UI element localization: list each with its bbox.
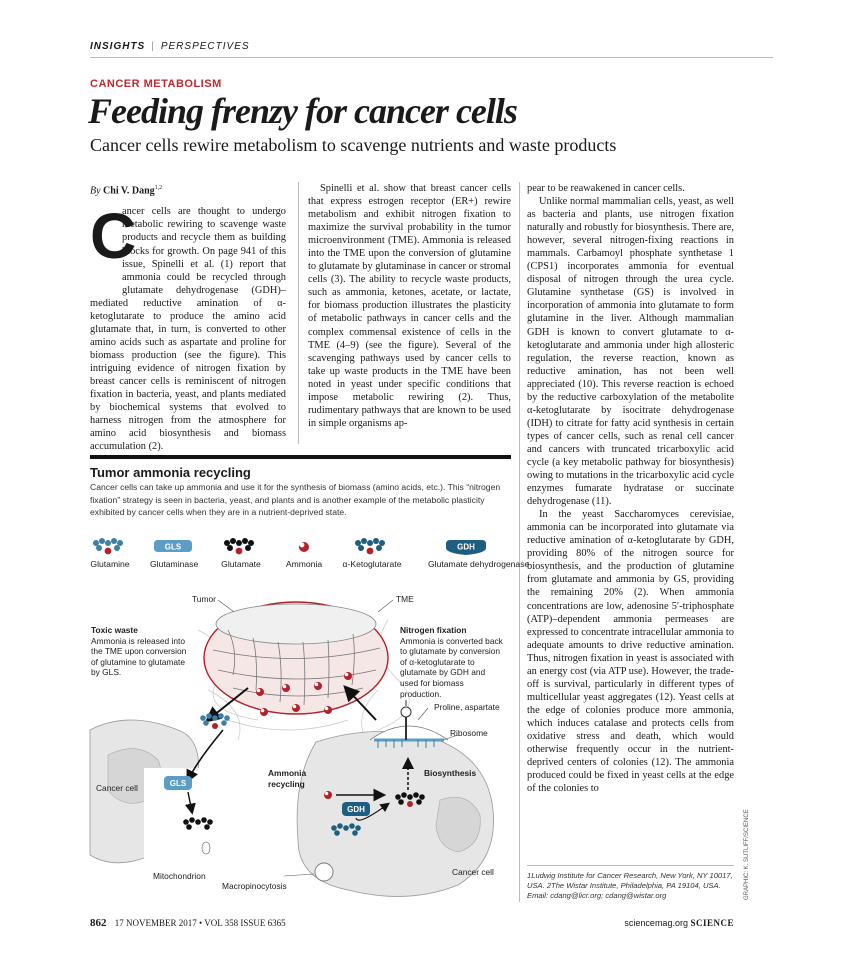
glutamine-icon	[88, 537, 132, 557]
toxic-waste-text: Ammonia is released into the TME upon conversion of glutamine to glutamate by GLS.	[91, 635, 187, 678]
page-footer-left	[90, 917, 286, 929]
site-url: sciencemag.org	[624, 918, 688, 928]
legend-label: Glutamate dehydrogenase	[428, 559, 530, 569]
running-header	[90, 41, 250, 52]
mitochondrion-label: Mitochondrion	[153, 871, 206, 881]
tumor-mass	[204, 602, 388, 714]
ammonia-icon	[284, 537, 324, 557]
figure-title: Tumor ammonia recycling	[90, 465, 251, 480]
glutaminase-icon	[150, 537, 196, 557]
legend-label: Glutamate	[221, 559, 261, 569]
macropinocytosis-pointer	[284, 874, 314, 876]
gdh-tag-text: GDH	[457, 542, 475, 552]
legend-label: α-Ketoglutarate	[342, 559, 402, 569]
article-subtitle: Cancer cells rewire metabolism to scavenge nutrients and waste products	[90, 135, 617, 155]
paragraph: In the yeast Saccharomyces cerevisiae, ammonia can be incorporated into glutamate via reductive amination of α-ketoglutarate by GDH, providing 80% of the nitrogen source for biosynthesis, and the production of glutamine from glutamate and ammonia by GS, providing the remaining 20% (2). When ammonia concentrations are low, adenosine 5′-triphosphate (ATP)–dependent ammonia permeases are expressed to concentrate intracellular ammonia to adequate amounts to drive reductive amination. Thus, nitrogen fixation in yeast is associated with an energy cost (via ATP use). However, the trade-off is survival, particularly in different types of multicellular yeast aggregates (12). Yeast cells at the edge of colonies produce more ammonia, which induces catalase and protects cells from oxidative stress and death, which would otherwise frequently occur in the nutrient-deprived centers of colonies (12). The ammonia produced could be fixed in yeast cells at the edge of the colonies to	[527, 509, 734, 795]
nitrogen-fixation-title: Nitrogen fixation	[400, 625, 467, 635]
kicker: CANCER METABOLISM	[90, 78, 222, 90]
mitochondrion-inset	[144, 768, 244, 858]
legend-label: Glutaminase	[150, 559, 199, 569]
legend-glutamine	[88, 537, 132, 569]
article-title: Feeding frenzy for cancer cells	[88, 91, 517, 131]
journal-name: SCIENCE	[690, 918, 734, 928]
figure-caption: Cancer cells can take up ammonia and use it for the synthesis of biomass (amino acids, etc.). This “nitrogen fixation” strategy is seen in bacteria, yeast, and plants and is another example of the metabolic plasticity exhibited by cancer cells when they are in a nutrient-deprived state.	[90, 482, 501, 518]
header-rule	[90, 57, 773, 58]
toxic-waste-title: Toxic waste	[91, 625, 138, 635]
proline-label: Proline, aspartate	[434, 702, 500, 712]
issue-info: 17 NOVEMBER 2017 • VOL 358 ISSUE 6365	[114, 918, 286, 928]
legend-glutaminase	[150, 537, 199, 569]
page-number: 862	[90, 917, 107, 929]
footnote-rule	[527, 865, 734, 866]
author-affiliation: 1,2	[154, 185, 163, 191]
cancer-cell-left-label: Cancer cell	[96, 783, 138, 793]
paragraph: pear to be reawakened in cancer cells.	[527, 183, 685, 194]
footnote: 1Ludwig Institute for Cancer Research, New York, NY 10017, USA. 2The Wistar Institute, Philadelphia, PA 19104, USA. Email: cdang@licr.org; cdang@wistar.org	[527, 871, 733, 900]
nitrogen-fixation-note	[400, 625, 504, 699]
mitochondrion	[202, 842, 210, 854]
legend-gdh	[428, 537, 530, 569]
page-footer-right	[624, 918, 734, 928]
paragraph: ancer cells are thought to undergo metabolic rewiring to scavenge waste products and recycle them as building blocks for growth. On page 941 of this issue, Spinelli et al. (1) report that ammonia could be recycled through glutamate dehydrogenase (GDH)–mediated reductive amination of α-ketoglutarate to produce the amino acid glutamate that, in turn, is converted to other amino acids such as aspartate and proline for biomass production (see the figure). This intriguing evidence of nitrogen fixation by breast cancer cells is reminiscent of nitrogen fixation in bacteria, yeast, and plants mediated by biochemical systems that evolved to harness nitrogen from the atmosphere for amino acid biosynthesis and biomass accumulation (2).	[90, 206, 286, 453]
figure-rule	[90, 455, 511, 459]
cancer-cell-right-label: Cancer cell	[452, 867, 494, 877]
gdh-icon	[428, 537, 504, 557]
tumor-pointer	[218, 600, 234, 612]
toxic-waste-note	[91, 625, 191, 678]
gdh-enzyme-label: GDH	[347, 805, 365, 814]
legend-label: Ammonia	[285, 559, 323, 569]
legend-akg	[342, 537, 402, 569]
proline-pointer	[418, 708, 428, 720]
legend-glutamate	[218, 537, 264, 569]
paragraph: Spinelli et al. show that breast cancer cells that express estrogen receptor (ER+) rewire metabolism and exhibit nitrogen fixation to maximize the survival probability in the tumor microenvironment (TME). Ammonia is released into the TME upon the conversion of glutamine to glutamate by glutaminase in cancer or stromal cells (3). The ability to recycle waste products, such as ammonia, ketones, acetate, or lactate, for biomass production illustrates the plasticity of metabolic pathways in cancer cells and the complex commensal existence of cells in the TME (4–9) (see the figure). Several of the scavenging pathways used by cancer cells to take up waste products in the TME have been noted in yeast under specific conditions that impose metabolic rewiring (2). Thus, rudimentary pathways that are known to be used in simple organisms ap-	[308, 183, 511, 429]
subsection-label: PERSPECTIVES	[160, 41, 250, 52]
byline-prefix: By	[90, 185, 101, 197]
section-label: INSIGHTS	[90, 41, 146, 52]
drop-cap: C	[90, 200, 137, 273]
legend-ammonia	[284, 537, 324, 569]
ribosome-label: Ribosome	[450, 728, 488, 738]
akg-icon	[342, 537, 402, 557]
glutamate-icon	[218, 537, 264, 557]
text-column-1	[90, 182, 286, 453]
tumor-label: Tumor	[192, 594, 216, 604]
header-separator: |	[151, 41, 155, 52]
paragraph: Unlike normal mammalian cells, yeast, as well as bacteria and plants, use nitrogen fixation naturally and robustly for biosynthesis. There are, however, several nitrogen-fixing reactions in mammals. Carbamoyl phosphate synthetase 1 (CPS1) incorporates ammonia for eventual disposal of nitrogen through the urea cycle. Glutamine synthetase (GS) is involved in incorporation of ammonia into glutamate to form glutamine in the liver. Although mammalian GDH is known to convert glutamate to α-ketoglutarate and ammonia under high allosteric regulation, the reverse reaction, known as reductive amination, has not been well appreciated (10). This reverse reaction is echoed by the reductive carboxylation of the metabolite α-ketoglutarate by isocitrate dehydrogenase (IDH) to citrate for fatty acid synthesis in certain types of cancer cells, such as renal cell cancer and cancers with truncated tricarboxylic acid cycle (a key metabolic pathway for biosynthesis) owing to mutations in the tricarboxylic acid cycle enzymes fumarate hydratase or succinate dehydrogenase (11).	[527, 196, 734, 508]
column-rule	[298, 182, 299, 444]
column-rule	[519, 182, 520, 902]
macropinocytosis-vesicle	[315, 863, 333, 881]
macropinocytosis-label: Macropinocytosis	[222, 881, 287, 891]
gls-tag-text: GLS	[164, 542, 182, 552]
biosynthesis-label: Biosynthesis	[424, 768, 477, 778]
text-column-2	[308, 182, 511, 430]
tme-pointer	[378, 600, 393, 612]
tme-label: TME	[396, 594, 414, 604]
graphic-credit: GRAPHIC: K. SUTLIFF/SCIENCE	[744, 809, 750, 900]
ammonia-icon	[407, 801, 413, 807]
gls-enzyme-label: GLS	[169, 779, 187, 788]
text-column-3	[527, 182, 734, 795]
ammonia-icon	[212, 723, 218, 729]
legend-label: Glutamine	[90, 559, 130, 569]
author-name: Chi V. Dang	[103, 185, 155, 197]
byline	[90, 182, 286, 197]
ammonia-recycling-label: Ammonia recycling	[268, 768, 307, 789]
ammonia-molecule	[324, 791, 332, 799]
nitrogen-fixation-text: Ammonia is converted back to glutamate by conversion of α-ketoglutarate to glutamate by GDH and used for biomass production.	[400, 635, 503, 699]
